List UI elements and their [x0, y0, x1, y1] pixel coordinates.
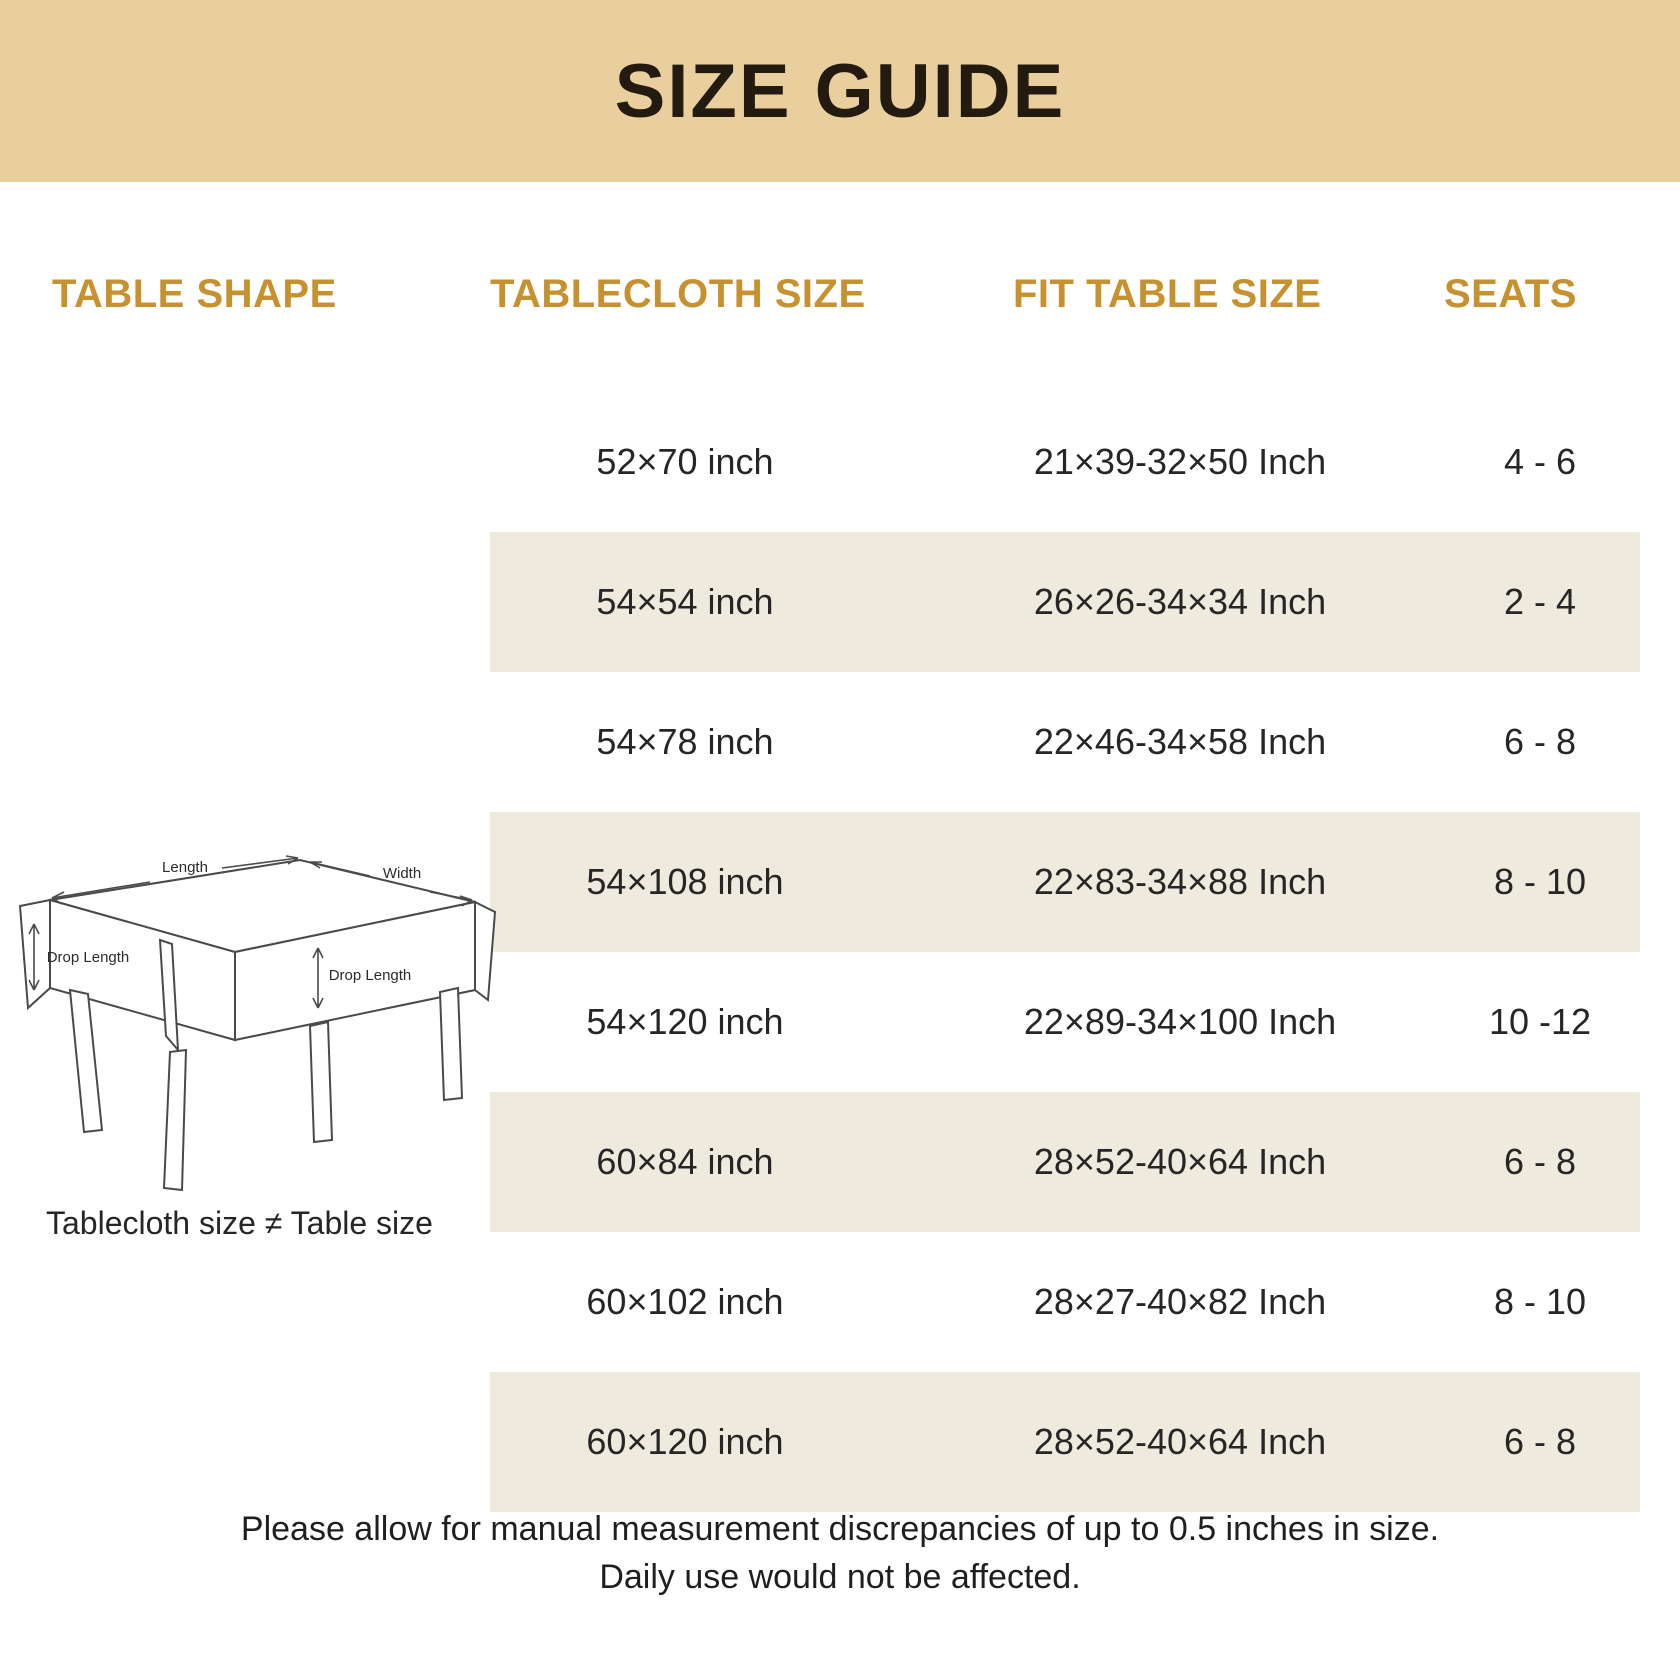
cell-tablecloth-size: 54×120 inch — [586, 1001, 784, 1042]
cell-fit-table-size: 28×52-40×64 Inch — [1033, 1421, 1327, 1462]
cell-tablecloth-size: 54×78 inch — [596, 721, 774, 762]
column-header-fit-table-size: FIT TABLE SIZE — [1013, 272, 1322, 316]
cell-tablecloth-size: 52×70 inch — [596, 441, 774, 482]
diagram-label-width: Width — [382, 865, 422, 882]
table-diagram — [10, 840, 510, 1240]
footer-line-1: Please allow for manual measurement discrepancies of up to 0.5 inches in size. — [240, 1510, 1440, 1548]
column-header-table-shape: TABLE SHAPE — [52, 272, 337, 316]
cell-seats: 8 - 10 — [1493, 1281, 1587, 1322]
cell-fit-table-size: 22×46-34×58 Inch — [1033, 721, 1327, 762]
cell-tablecloth-size: 54×108 inch — [586, 861, 784, 902]
table-row — [0, 1372, 1680, 1512]
cell-fit-table-size: 22×83-34×88 Inch — [1033, 861, 1327, 902]
cell-seats: 4 - 6 — [1503, 441, 1577, 482]
diagram-label-length: Length — [162, 859, 208, 876]
cell-fit-table-size: 26×26-34×34 Inch — [1033, 581, 1327, 622]
footer-note — [0, 1505, 1680, 1601]
column-header-seats: SEATS — [1444, 272, 1577, 316]
cell-fit-table-size: 28×52-40×64 Inch — [1033, 1141, 1327, 1182]
cell-fit-table-size: 28×27-40×82 Inch — [1033, 1281, 1327, 1322]
table-row — [0, 532, 1680, 672]
cell-seats: 8 - 10 — [1493, 861, 1587, 902]
cell-fit-table-size: 22×89-34×100 Inch — [1023, 1001, 1337, 1042]
cell-fit-table-size: 21×39-32×50 Inch — [1033, 441, 1327, 482]
page-title: SIZE GUIDE — [614, 48, 1066, 134]
cell-tablecloth-size: 60×102 inch — [586, 1281, 784, 1322]
footer-line-2: Daily use would not be affected. — [599, 1558, 1081, 1596]
header-banner — [0, 0, 1680, 182]
diagram-label-drop-right: Drop Length — [328, 967, 412, 984]
cell-seats: 6 - 8 — [1503, 1421, 1577, 1462]
cell-seats: 6 - 8 — [1503, 721, 1577, 762]
cell-seats: 6 - 8 — [1503, 1141, 1577, 1182]
diagram-label-drop-left: Drop Length — [46, 949, 130, 966]
cell-seats: 10 -12 — [1488, 1001, 1592, 1042]
column-header-tablecloth-size: TABLECLOTH SIZE — [490, 272, 866, 316]
cell-tablecloth-size: 60×120 inch — [586, 1421, 784, 1462]
table-row — [0, 392, 1680, 532]
cell-tablecloth-size: 54×54 inch — [596, 581, 774, 622]
diagram-caption: Tablecloth size ≠ Table size — [46, 1205, 433, 1241]
table-row — [0, 672, 1680, 812]
table-row — [0, 1232, 1680, 1372]
cell-seats: 2 - 4 — [1503, 581, 1577, 622]
cell-tablecloth-size: 60×84 inch — [596, 1141, 774, 1182]
